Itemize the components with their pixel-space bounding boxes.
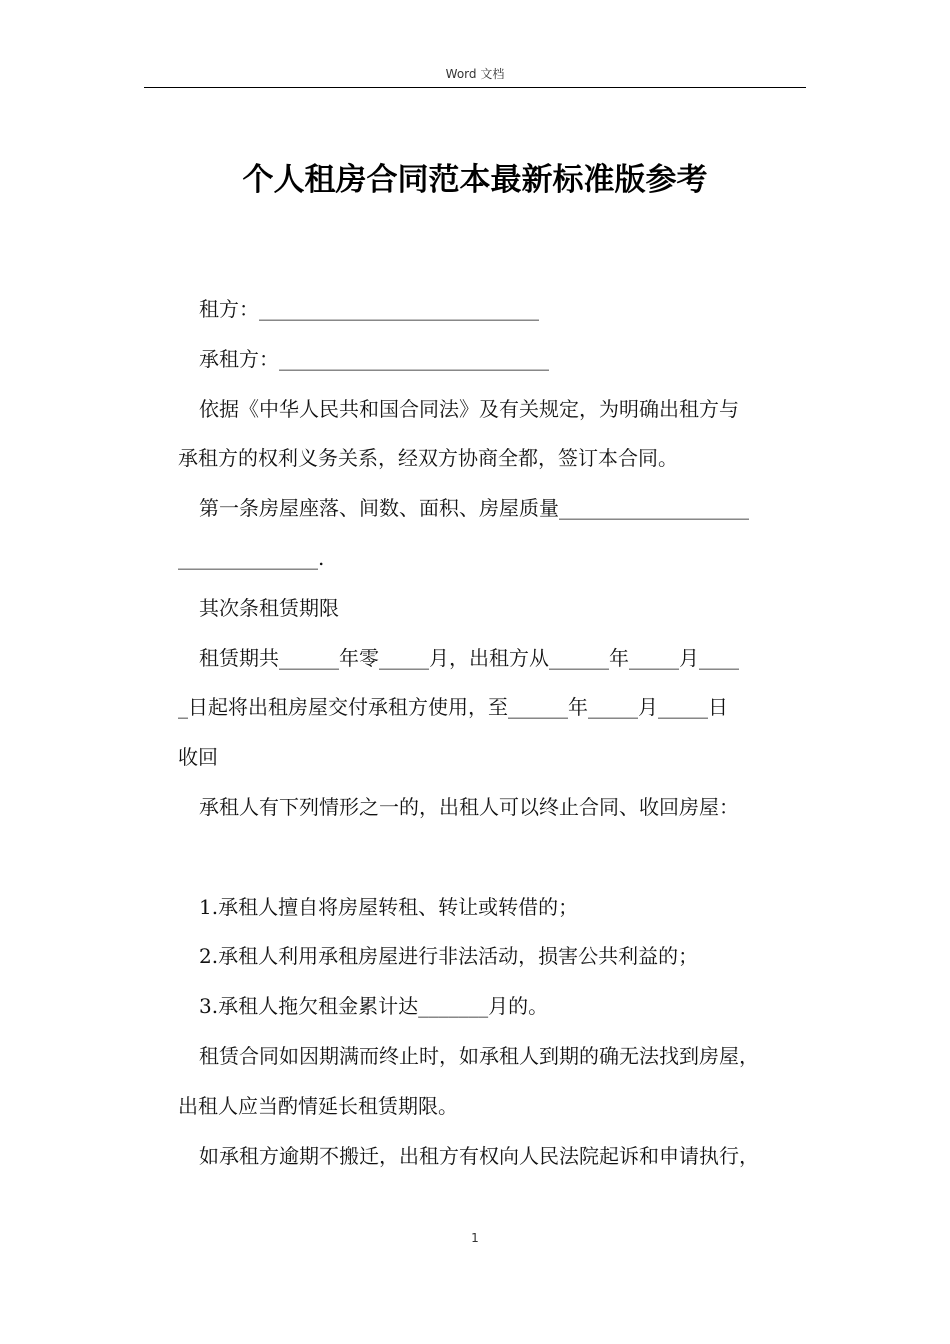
overdue-paragraph-line-1: 如承租方逾期不搬迁，出租方有权向人民法院起诉和申请执行， — [199, 1143, 759, 1168]
termination-item-2: 2.承租人利用承租房屋进行非法活动，损害公共利益的； — [199, 944, 699, 969]
lease-term-line-3: 收回 — [178, 745, 218, 770]
expiry-paragraph-line-1: 租赁合同如因期满而终止时，如承租人到期的确无法找到房屋， — [199, 1043, 759, 1068]
lease-term-line-2: _日起将出租房屋交付承租方使用，至______年_____月_____日 — [178, 695, 728, 720]
page-number: 1 — [471, 1231, 479, 1245]
page-header: Word 文档 — [445, 67, 505, 81]
lessor-line: 租方：____________________________ — [199, 297, 539, 321]
paragraph-preamble-line-2: 承租方的权利义务关系，经双方协商全都，签订本合同。 — [178, 446, 678, 471]
document-title: 个人租房合同范本最新标准版参考 — [242, 162, 708, 198]
document-body — [178, 285, 804, 1181]
article-1-line-2: ______________. — [178, 545, 325, 570]
termination-item-1: 1.承租人擅自将房屋转租、转让或转借的； — [199, 894, 579, 919]
expiry-paragraph-line-2: 出租人应当酌情延长租赁期限。 — [178, 1093, 458, 1118]
lessee-line: 承租方：___________________________ — [199, 346, 549, 371]
paragraph-preamble-line-1: 依据《中华人民共和国合同法》及有关规定，为明确出租方与 — [199, 396, 739, 421]
article-1-line-1: 第一条房屋座落、间数、面积、房屋质量___________________ — [199, 496, 749, 521]
termination-item-3: 3.承租人拖欠租金累计达_______月的。 — [199, 994, 549, 1019]
header-divider — [144, 87, 806, 88]
termination-intro: 承租人有下列情形之一的，出租人可以终止合同、收回房屋： — [199, 794, 739, 819]
lease-term-line-1: 租赁期共______年零_____月，出租方从______年_____月____ — [199, 645, 739, 670]
article-2-heading: 其次条租赁期限 — [199, 595, 339, 620]
paragraph-spacer — [178, 833, 804, 883]
